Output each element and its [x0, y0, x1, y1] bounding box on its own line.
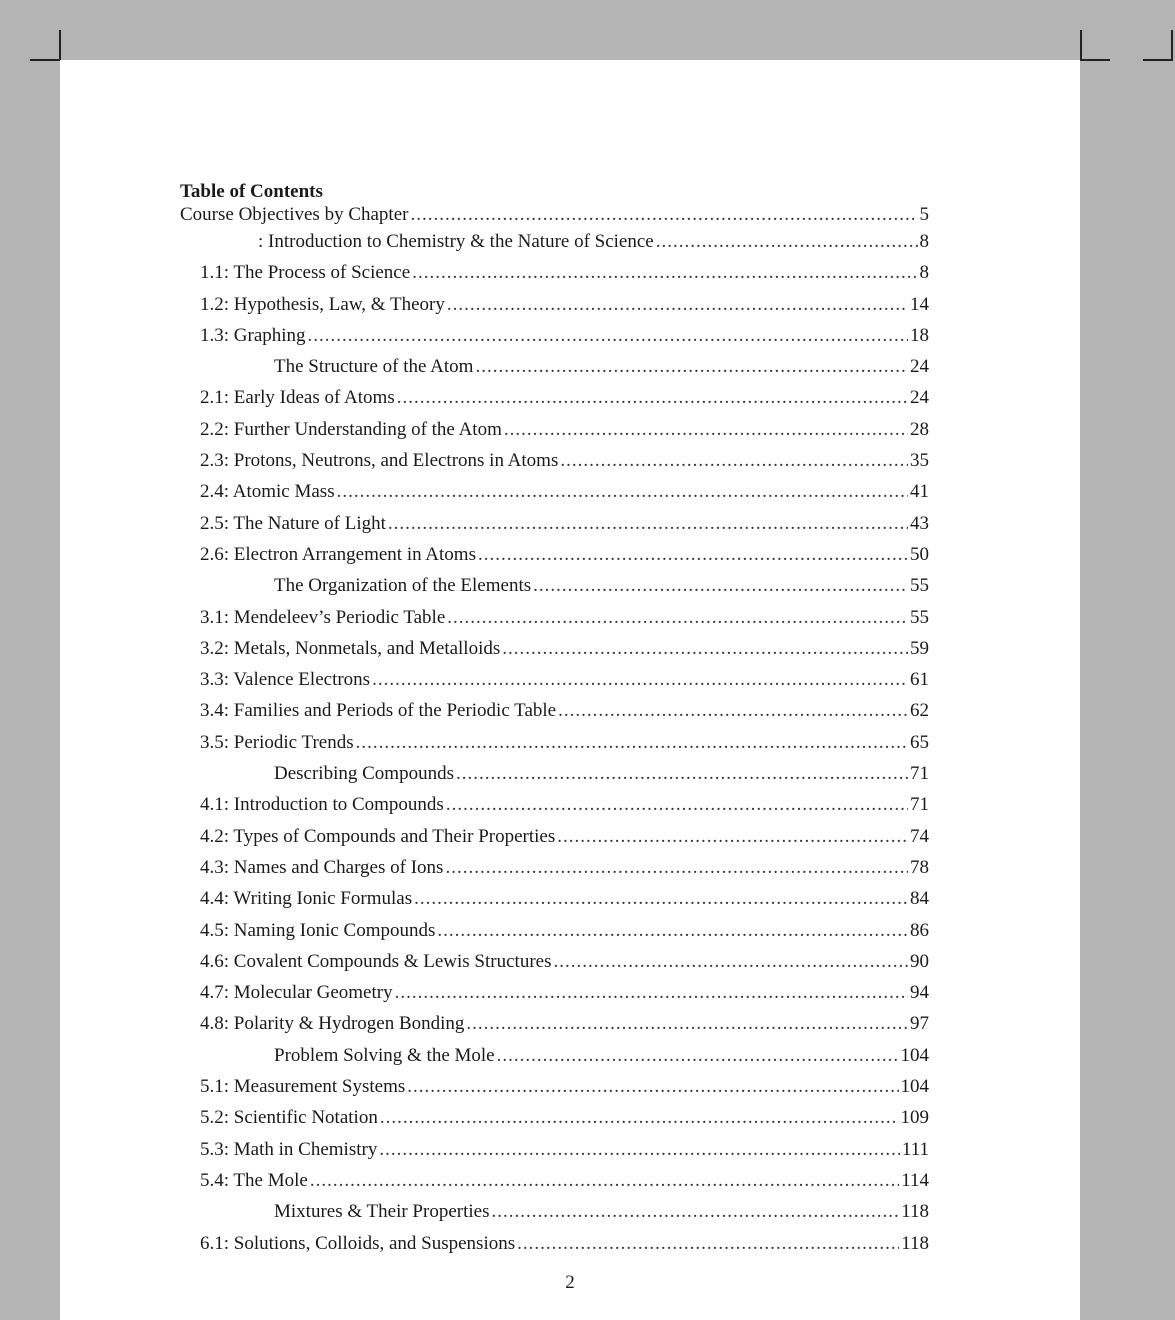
toc-entry-label: 1.2: Hypothesis, Law, & Theory [200, 293, 445, 315]
dot-leader [491, 1196, 899, 1227]
toc-entry-page: 97 [910, 1013, 929, 1035]
dot-leader [337, 476, 908, 507]
toc-entry[interactable] [180, 977, 929, 1008]
toc-entry-page: 41 [910, 481, 929, 503]
toc-entry-label: 2.4: Atomic Mass [200, 481, 335, 503]
toc-entry[interactable] [180, 414, 929, 445]
dot-leader [395, 977, 908, 1008]
dot-leader [372, 664, 908, 695]
toc-entry[interactable] [180, 1102, 929, 1133]
toc-entry-label: 3.1: Mendeleev’s Periodic Table [200, 606, 446, 628]
toc-entry-label: 4.8: Polarity & Hydrogen Bonding [200, 1013, 465, 1035]
toc-entry[interactable] [180, 204, 929, 226]
toc-entry[interactable] [180, 226, 929, 257]
toc-entry-page: 24 [910, 356, 929, 378]
toc-entry[interactable] [180, 320, 929, 351]
toc-entry-page: 65 [910, 731, 929, 753]
toc-entry-page: 109 [900, 1107, 929, 1129]
dot-leader [557, 821, 908, 852]
toc-entry[interactable] [180, 1196, 929, 1227]
toc-entry-page: 8 [919, 262, 929, 284]
toc-entry-label: 5.3: Math in Chemistry [200, 1138, 378, 1160]
dot-leader [388, 508, 908, 539]
toc-entry-page: 43 [910, 512, 929, 534]
toc-entry[interactable] [180, 883, 929, 914]
toc-entry[interactable] [180, 476, 929, 507]
toc-entry-label: 4.3: Names and Charges of Ions [200, 856, 444, 878]
toc-entry-label: 4.7: Molecular Geometry [200, 982, 393, 1004]
toc-entry[interactable] [180, 445, 929, 476]
dot-leader [560, 445, 908, 476]
toc-entry-label: 5.2: Scientific Notation [200, 1107, 378, 1129]
toc-entry-page: 114 [901, 1169, 929, 1191]
toc-entry-label: 4.1: Introduction to Compounds [200, 794, 444, 816]
toc-entry-page: 104 [900, 1044, 929, 1066]
toc-entry-page: 84 [910, 888, 929, 910]
dot-leader [447, 602, 908, 633]
toc-entry-label: Mixtures & Their Properties [274, 1201, 490, 1223]
toc-entry[interactable] [180, 382, 929, 413]
toc-entry-page: 55 [910, 606, 929, 628]
toc-entry-label: Problem Solving & the Mole [274, 1044, 495, 1066]
dot-leader [553, 946, 908, 977]
toc-entry[interactable] [180, 1134, 929, 1165]
toc-title: Table of Contents [180, 181, 323, 202]
toc-entry[interactable] [180, 727, 929, 758]
toc-entry-page: 118 [901, 1232, 929, 1254]
table-of-contents [180, 180, 929, 1259]
toc-entry-label: 3.3: Valence Electrons [200, 669, 371, 691]
crop-mark [1143, 59, 1173, 61]
toc-entry-label: 1.1: The Process of Science [200, 262, 411, 284]
dot-leader [533, 570, 908, 601]
toc-entry-page: 14 [910, 293, 929, 315]
toc-entry-label: 2.6: Electron Arrangement in Atoms [200, 543, 476, 565]
toc-entry[interactable] [180, 946, 929, 977]
toc-entry[interactable] [180, 351, 929, 382]
dot-leader [656, 226, 918, 257]
toc-entry-page: 118 [901, 1201, 929, 1223]
dot-leader [379, 1134, 900, 1165]
dot-leader [517, 1228, 899, 1259]
toc-entry-label: Course Objectives by Chapter [180, 204, 409, 225]
toc-entry-label: 3.4: Families and Periods of the Periodic Table [200, 700, 557, 722]
toc-entry-page: 55 [910, 575, 929, 597]
toc-entry[interactable] [180, 289, 929, 320]
dot-leader [446, 789, 908, 820]
toc-entry-page: 61 [910, 669, 929, 691]
toc-entry[interactable] [180, 1008, 929, 1039]
toc-entry-page: 35 [910, 450, 929, 472]
dot-leader [504, 414, 908, 445]
dot-leader [310, 1165, 899, 1196]
toc-entry-label: 3.5: Periodic Trends [200, 731, 354, 753]
dot-leader [437, 915, 908, 946]
toc-entry[interactable] [180, 1071, 929, 1102]
toc-entry-label: The Structure of the Atom [274, 356, 474, 378]
dot-leader [380, 1102, 899, 1133]
dot-leader [478, 539, 908, 570]
dot-leader [456, 758, 908, 789]
toc-entry-label: 3.2: Metals, Nonmetals, and Metalloids [200, 637, 501, 659]
page-number: 2 [565, 1272, 575, 1293]
dot-leader [466, 1008, 908, 1039]
dot-leader [397, 382, 908, 413]
toc-entry[interactable] [180, 633, 929, 664]
toc-entry-label: 4.4: Writing Ionic Formulas [200, 888, 413, 910]
dot-leader [308, 320, 908, 351]
toc-entry-page: 24 [910, 387, 929, 409]
toc-entry[interactable] [180, 758, 929, 789]
toc-entry[interactable] [180, 821, 929, 852]
toc-entry-label: 2.3: Protons, Neutrons, and Electrons in Atoms [200, 450, 559, 472]
dot-leader [558, 695, 908, 726]
dot-leader [475, 351, 908, 382]
toc-entry-page: 62 [910, 700, 929, 722]
toc-entry-page: 50 [910, 543, 929, 565]
toc-entry[interactable] [180, 789, 929, 820]
dot-leader [410, 204, 917, 226]
toc-entry-page: 94 [910, 982, 929, 1004]
dot-leader [356, 727, 908, 758]
toc-entry-label: 4.2: Types of Compounds and Their Properties [200, 825, 556, 847]
toc-entry-page: 86 [910, 919, 929, 941]
toc-entry[interactable] [180, 664, 929, 695]
toc-entry[interactable] [180, 508, 929, 539]
dot-leader [497, 1040, 899, 1071]
toc-entry-page: 5 [919, 204, 929, 225]
toc-entry-page: 8 [919, 231, 929, 252]
toc-entry[interactable] [180, 852, 929, 883]
toc-entry[interactable] [180, 257, 929, 288]
toc-entry-label: 1.3: Graphing [200, 324, 306, 346]
dot-leader [447, 289, 908, 320]
toc-entry-page: 28 [910, 418, 929, 440]
crop-mark [30, 59, 60, 61]
toc-entry-page: 74 [910, 825, 929, 847]
dot-leader [412, 257, 917, 288]
toc-entry-page: 71 [910, 794, 929, 816]
toc-entry-label: 6.1: Solutions, Colloids, and Suspensions [200, 1232, 516, 1254]
crop-mark [1080, 30, 1082, 60]
toc-entry-page: 90 [910, 950, 929, 972]
toc-entry[interactable] [180, 695, 929, 726]
dot-leader [414, 883, 908, 914]
toc-list [180, 204, 929, 1259]
crop-mark [1080, 59, 1110, 61]
dot-leader [407, 1071, 898, 1102]
toc-entry[interactable] [180, 539, 929, 570]
toc-entry-label: : Introduction to Chemistry & the Nature of Science [258, 231, 654, 252]
toc-entry[interactable] [180, 915, 929, 946]
toc-entry[interactable] [180, 570, 929, 601]
dot-leader [445, 852, 908, 883]
toc-entry-page: 78 [910, 856, 929, 878]
dot-leader [502, 633, 908, 664]
toc-entry-page: 18 [910, 324, 929, 346]
toc-entry[interactable] [180, 1040, 929, 1071]
toc-entry-label: The Organization of the Elements [274, 575, 532, 597]
toc-entry-page: 104 [900, 1076, 929, 1098]
toc-entry-label: Describing Compounds [274, 763, 454, 785]
crop-mark [59, 30, 61, 60]
toc-entry-label: 4.5: Naming Ionic Compounds [200, 919, 436, 941]
toc-entry-page: 71 [910, 763, 929, 785]
toc-entry[interactable] [180, 1228, 929, 1259]
toc-entry-page: 111 [901, 1138, 929, 1160]
crop-mark [1171, 30, 1173, 60]
toc-entry-label: 2.1: Early Ideas of Atoms [200, 387, 395, 409]
toc-entry-label: 5.4: The Mole [200, 1169, 308, 1191]
toc-entry[interactable] [180, 602, 929, 633]
toc-entry-label: 2.5: The Nature of Light [200, 512, 386, 534]
toc-entry-label: 4.6: Covalent Compounds & Lewis Structures [200, 950, 552, 972]
toc-entry-label: 5.1: Measurement Systems [200, 1076, 406, 1098]
toc-entry[interactable] [180, 1165, 929, 1196]
toc-entry-label: 2.2: Further Understanding of the Atom [200, 418, 502, 440]
toc-entry-page: 59 [910, 637, 929, 659]
